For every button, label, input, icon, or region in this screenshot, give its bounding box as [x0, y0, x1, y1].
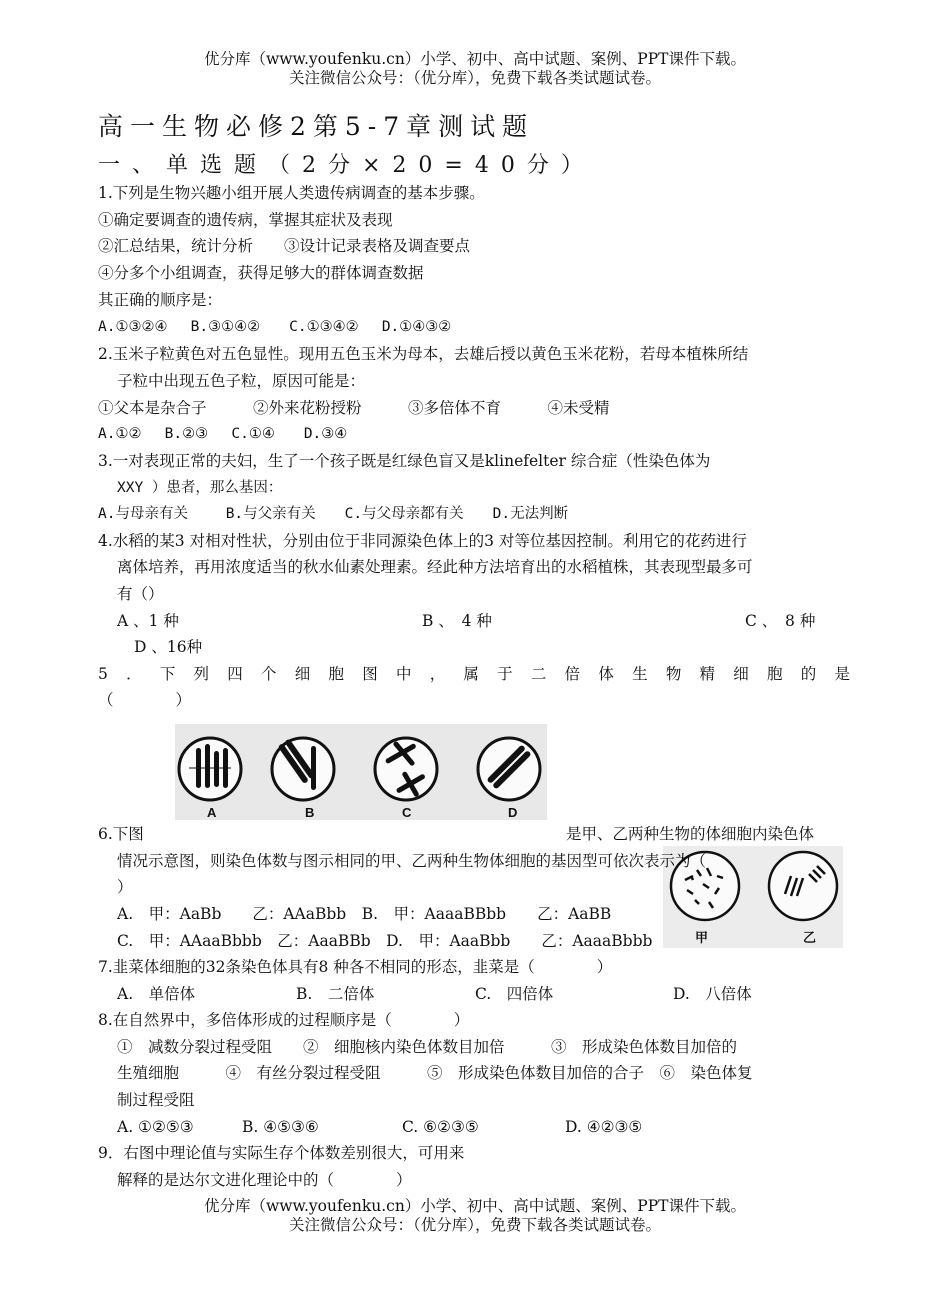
section-heading: 一、单选题（2分×20=40分） [98, 153, 595, 178]
q4-stem-1: 4.水稻的某3 对相对性状，分别由位于非同源染色体上的3 对等位基因控制。利用它的花药进行 [98, 532, 747, 550]
q8-line-1: ① 减数分裂过程受阻 ② 细胞核内染色体数目加倍 ③ 形成染色体数目加倍的 [117, 1038, 738, 1056]
q3-stem-2: XXY ）患者，那么基因： [117, 480, 283, 496]
q7-option-a: A. 单倍体 [117, 985, 196, 1003]
cell-b-diagram [272, 738, 334, 800]
q4-stem-2: 离体培养，再用浓度适当的秋水仙素处理素。经此种方法培育出的水稻植株，其表现型最多可 [117, 558, 753, 576]
q8-line-2: 生殖细胞 ④ 有丝分裂过程受阻 ⑤ 形成染色体数目加倍的合子 ⑥ 染色体复 [117, 1064, 753, 1082]
q8-option-b: B. ④⑤③⑥ [242, 1118, 319, 1136]
q4-option-d: D 、16种 [134, 638, 203, 656]
q5-label-a: A [207, 805, 217, 820]
q6-stem-2: 情况示意图，则染色体数与图示相同的甲、乙两种生物体细胞的基因型可依次表示为（ [117, 852, 707, 870]
q7-stem: 7.韭菜体细胞的32条染色体具有8 种各不相同的形态，韭菜是（ ） [98, 958, 613, 976]
q5-cell-figure [175, 724, 547, 820]
q4-option-a: A 、1 种 [117, 612, 179, 630]
q1-ask: 其正确的顺序是： [98, 291, 223, 309]
q8-stem: 8.在自然界中，多倍体形成的过程顺序是（ ） [98, 1011, 470, 1029]
q5-paren: （ ） [98, 691, 192, 709]
q6-options-cd: C. 甲：AAaaBbbb 乙：AaaBBb D. 甲：AaaBbb 乙：AaaaBbbb [117, 932, 653, 950]
q2-stem-2: 子粒中出现五色子粒，原因可能是： [117, 372, 366, 390]
q7-option-b: B. 二倍体 [296, 985, 375, 1003]
q2-options: A.①② B.②③ C.①④ D.③④ [98, 426, 348, 442]
q1-step-1: ①确定要调查的遗传病，掌握其症状及表现 [98, 211, 393, 229]
cell-d-diagram [478, 738, 540, 800]
q6-lead: 6.下图 [98, 825, 144, 843]
q8-option-c: C. ⑥②③⑤ [402, 1118, 479, 1136]
q2-stem-1: 2.玉米子粒黄色对五色显性。现用五色玉米为母本，去雄后授以黄色玉米花粉，若母本植株所结 [98, 345, 749, 363]
q6-options-ab: A. 甲：AaBb 乙：AAaBbb B. 甲：AaaaBBbb 乙：AaBB [117, 905, 612, 923]
q1-step-2-3: ②汇总结果，统计分析 ③设计记录表格及调查要点 [98, 237, 471, 255]
cell-yi-diagram [769, 852, 837, 920]
q8-line-3: 制过程受阻 [117, 1091, 195, 1109]
q2-reasons: ①父本是杂合子 ②外来花粉授粉 ③多倍体不育 ④未受精 [98, 399, 610, 417]
q4-option-b: B 、 4 种 [422, 612, 492, 630]
q7-option-d: D. 八倍体 [673, 985, 752, 1003]
q1-stem: 1.下列是生物兴趣小组开展人类遗传病调查的基本步骤。 [98, 184, 485, 202]
q6-label-jia: 甲 [695, 930, 709, 945]
q4-option-c: C 、 8 种 [745, 612, 816, 630]
q1-step-4: ④分多个小组调查，获得足够大的群体调查数据 [98, 264, 424, 282]
q6-label-yi: 乙 [803, 930, 817, 945]
q7-option-c: C. 四倍体 [475, 985, 554, 1003]
q6-stem-3: ） [117, 878, 133, 896]
q1-options: A.①③②④ B.③①④② C.①③④② D.①④③② [98, 319, 452, 335]
header-line-2: 关注微信公众号：（优分库），免费下载各类试题试卷。 [288, 69, 661, 87]
cell-a-diagram [179, 738, 241, 800]
page-title: 高一生物必修2第5-7章测试题 [98, 112, 535, 141]
header-line-1: 优分库（www.youfenku.cn）小学、初中、高中试题、案例、PPT课件下载。 [203, 50, 747, 68]
q5-label-c: C [402, 805, 412, 820]
cell-c-diagram [375, 738, 437, 800]
q4-stem-3: 有（） [117, 585, 164, 603]
q8-option-a: A. ①②⑤③ [117, 1118, 194, 1136]
q6-tail: 是甲、乙两种生物的体细胞内染色体 [566, 825, 815, 843]
q9-stem-1: 9．右图中理论值与实际生存个体数差别很大，可用来 [98, 1144, 465, 1162]
q9-stem-2: 解释的是达尔文进化理论中的（ ） [117, 1171, 412, 1189]
q8-option-d: D. ④②③⑤ [565, 1118, 643, 1136]
q3-stem-1: 3.一对表现正常的夫妇，生了一个孩子既是红绿色盲又是klinefelter 综合症（性染色体为 [98, 452, 711, 470]
footer-line-2: 关注微信公众号：（优分库），免费下载各类试题试卷。 [288, 1216, 661, 1234]
q3-options: A.与母亲有关 B.与父亲有关 C.与父母亲都有关 D.无法判断 [98, 506, 569, 522]
q5-label-d: D [508, 805, 518, 820]
footer-line-1: 优分库（www.youfenku.cn）小学、初中、高中试题、案例、PPT课件下载。 [203, 1197, 747, 1215]
q5-label-b: B [305, 805, 315, 820]
q5-stem: 5．下列四个细胞图中，属于二倍体生物精细胞的是 [98, 665, 850, 683]
